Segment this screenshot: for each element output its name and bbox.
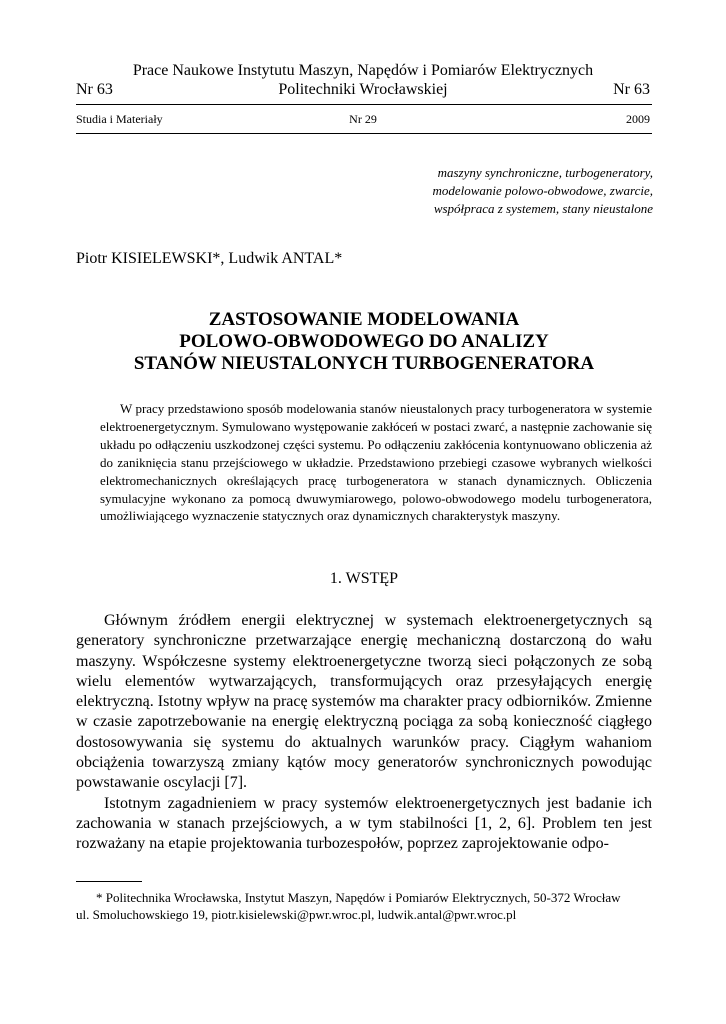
- issue-number-right: Nr 63: [613, 81, 650, 98]
- paragraph: Istotnym zagadnieniem w pracy systemów elektroenergetycznych jest badanie ich zachowania w stanach przejściowych, a w tym stabilności [1, 2, 6]. Problem ten jest rozważany na etapie projektowania turbozespołów, poprzez zaprojektowanie odpo-: [76, 794, 652, 853]
- publication-year: 2009: [626, 112, 650, 126]
- footnote: [76, 889, 652, 923]
- title-line: STANÓW NIEUSTALONYCH TURBOGENERATORA: [133, 353, 595, 374]
- series-divider: [76, 133, 652, 134]
- authors: Piotr KISIELEWSKI*, Ludwik ANTAL*: [76, 250, 343, 267]
- title-line: ZASTOSOWANIE MODELOWANIA: [208, 309, 520, 330]
- section-heading: 1. WSTĘP: [329, 570, 399, 587]
- keywords-line: współpraca z systemem, stany nieustalone: [433, 201, 653, 216]
- footnote-affiliation: * Politechnika Wrocławska, Instytut Maszyn, Napędów i Pomiarów Elektrycznych, 50-372 Wrocław: [96, 890, 621, 905]
- journal-title: Prace Naukowe Instytutu Maszyn, Napędów i Pomiarów Elektrycznych: [132, 62, 594, 79]
- paper-title: [76, 309, 652, 375]
- journal-institution: Politechniki Wrocławskiej: [278, 81, 448, 98]
- keywords-line: modelowanie polowo-obwodowe, zwarcie,: [432, 183, 653, 198]
- footnote-divider: [76, 881, 142, 882]
- paragraph: Głównym źródłem energii elektrycznej w systemach elektroenergetycznych są generatory synchroniczne przetwarzające energię mechaniczną dostarczoną do wału maszyny. Współczesne systemy elektroenergetyczne tworzą sieci połączonych ze sobą wielu elementów wytwarzających, transformujących oraz przesyłających energię elektryczną. Istotny wpływ na pracę systemów ma charakter pracy odbiorników. Zmienne w czasie zapotrzebowanie na energię elektryczną pociąga za sobą konieczność ciągłego dostosowywania się systemu do aktualnych warunków pracy. Ciągłym wahaniom obciążenia towarzyszą zmiany kątów mocy generatorów synchronicznych powodując powstawanie oscylacji [7].: [76, 612, 652, 792]
- series-issue: Nr 29: [349, 112, 377, 126]
- title-line: POLOWO-OBWODOWEGO DO ANALIZY: [179, 331, 549, 352]
- abstract: W pracy przedstawiono sposób modelowania stanów nieustalonych pracy turbogeneratora w systemie elektroenergetycznym. Symulowano występowanie zakłóceń w postaci zwarć, a następnie zachowanie się układu po odłączeniu uszkodzonej części systemu. Po odłączeniu zakłócenia kontynuowano obliczenia aż do zaniknięcia stanu przejściowego w układzie. Przedstawiono przebiegi czasowe wybranych wielkości elektromechanicznych określających pracę turbogeneratora w stanach dynamicznych. Obliczenia symulacyjne wykonano za pomocą dwuwymiarowego, polowo-obwodowego modelu turbogeneratora, umożliwiającego wyznaczenie statycznych oraz dynamicznych charakterystyk maszyny.: [100, 401, 652, 524]
- footnote-contact: ul. Smoluchowskiego 19, piotr.kisielewski@pwr.wroc.pl, ludwik.antal@pwr.wroc.pl: [76, 907, 517, 922]
- keywords-line: maszyny synchroniczne, turbogeneratory,: [437, 165, 653, 180]
- body-text: [76, 611, 652, 855]
- issue-number-left: Nr 63: [76, 81, 113, 98]
- keywords: [432, 164, 653, 218]
- series-name: Studia i Materiały: [76, 112, 163, 126]
- header-divider: [76, 104, 652, 105]
